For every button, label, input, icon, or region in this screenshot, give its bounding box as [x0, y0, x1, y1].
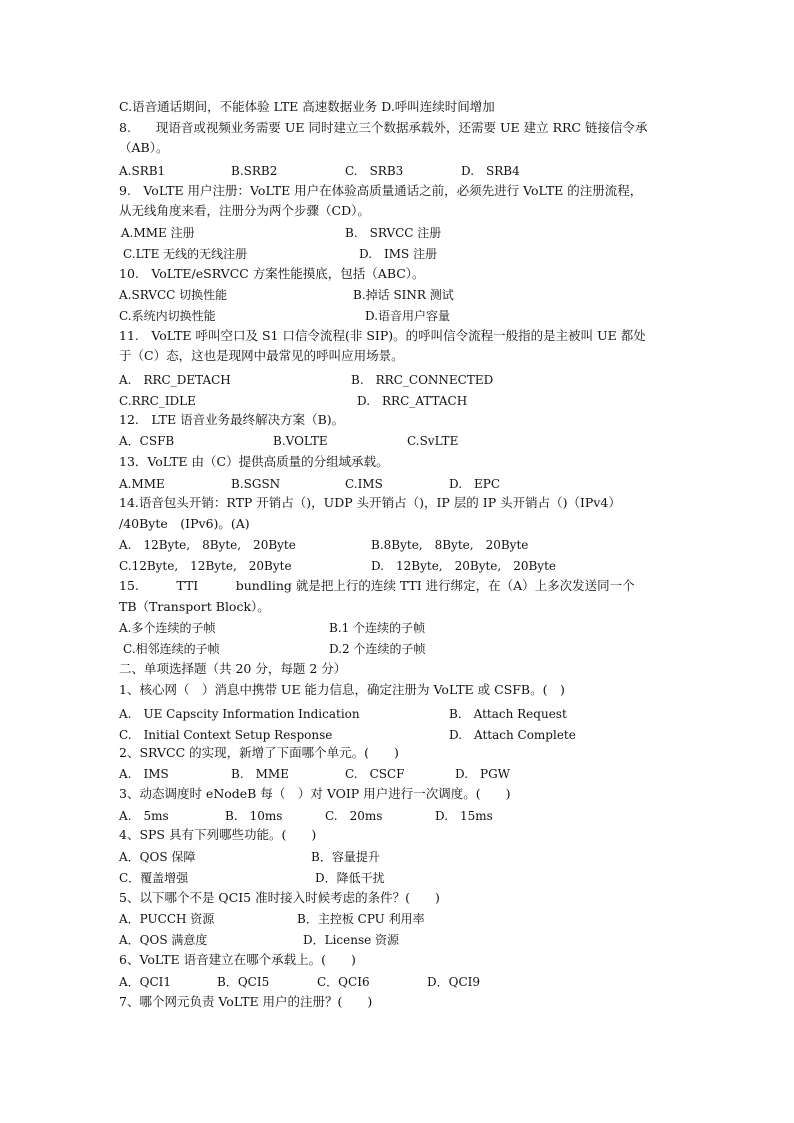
answer-option: B.SRB2	[231, 164, 278, 178]
answer-option: B.SGSN	[231, 477, 281, 491]
answer-option: A．PUCCH 资源	[119, 912, 215, 926]
answer-option: B. SRVCC 注册	[345, 226, 442, 240]
text-line: 11. VoLTE 呼叫空口及 S1 口信令流程(非 SIP)。的呼叫信令流程一般指的是主被叫 UE 都处	[119, 328, 646, 343]
answer-option: A. 12Byte, 8Byte, 20Byte	[119, 538, 296, 552]
answer-option: C. CSCF	[345, 767, 405, 781]
text-line: TB（Transport Block）。	[119, 599, 270, 614]
answer-option: D.2 个连续的子帧	[329, 642, 426, 656]
answer-option: A．QOS 满意度	[119, 933, 208, 947]
text-line: 6、VoLTE 语音建立在哪个承载上。( )	[119, 952, 356, 967]
answer-option: B．主控板 CPU 利用率	[297, 912, 425, 926]
answer-option: A. 5ms	[119, 809, 169, 823]
answer-option: C.系统内切换性能	[119, 309, 216, 323]
answer-option: D.语音用户容量	[365, 309, 451, 323]
answer-option: A．QCI1	[119, 975, 172, 989]
text-line: 7、哪个网元负责 VoLTE 用户的注册？( )	[119, 994, 373, 1009]
text-line: 8. 现语音或视频业务需要 UE 同时建立三个数据承载外，还需要 UE 建立 RRC 链接信令承	[119, 120, 648, 135]
answer-option: D．License 资源	[303, 933, 400, 947]
answer-option: C．QCI6	[317, 975, 370, 989]
text-line: 1、核心网（ ）消息中携带 UE 能力信息，确定注册为 VoLTE 或 CSFB。( )	[119, 682, 565, 697]
answer-option: B. 10ms	[225, 809, 283, 823]
answer-option: D. Attach Complete	[449, 728, 576, 742]
answer-option: A.SRVCC 切换性能	[119, 288, 228, 302]
answer-option: B. MME	[231, 767, 289, 781]
answer-option: A. UE Capscity Information Indication	[119, 707, 360, 721]
text-line: 5、以下哪个不是 QCI5 准时接入时候考虑的条件？( )	[119, 890, 440, 905]
answer-option: D. RRC_ATTACH	[357, 394, 468, 408]
answer-option: A. IMS	[119, 767, 169, 781]
text-line: 3、动态调度时 eNodeB 每（ ）对 VOIP 用户进行一次调度。( )	[119, 786, 511, 801]
text-line: 13．VoLTE 由（C）提供高质量的分组域承载。	[119, 454, 389, 469]
text-line: 二、单项选择题（共 20 分，每题 2 分）	[119, 661, 347, 676]
text-line: （AB）。	[119, 140, 169, 155]
text-line: 15. TTI bundling 就是把上行的连续 TTI 进行绑定，在（A）上多次发送同一个	[119, 578, 635, 593]
answer-option: C.12Byte, 12Byte, 20Byte	[119, 559, 292, 573]
answer-option: D．降低干扰	[315, 871, 385, 885]
answer-option: A.MME	[119, 477, 165, 491]
answer-option: A.MME 注册	[121, 226, 195, 240]
answer-option: B.1 个连续的子帧	[329, 621, 426, 635]
text-line: 4、SPS 具有下列哪些功能。( )	[119, 827, 317, 842]
answer-option: D．QCI9	[427, 975, 481, 989]
answer-option: D. EPC	[449, 477, 501, 491]
answer-option: B.掉话 SINR 测试	[353, 288, 454, 302]
answer-option: B.8Byte, 8Byte, 20Byte	[371, 538, 529, 552]
answer-option: D. SRB4	[461, 164, 520, 178]
text-line: 14.语音包头开销：RTP 开销占（)，UDP 头开销占（)，IP 层的 IP 头开销占（)（IPv4）	[119, 495, 621, 510]
answer-option: B．QCI5	[217, 975, 270, 989]
text-line: 12. LTE 语音业务最终解决方案（B)。	[119, 412, 345, 427]
answer-option: C．覆盖增强	[119, 871, 189, 885]
text-line: 10. VoLTE/eSRVCC 方案性能摸底，包括（ABC）。	[119, 266, 425, 281]
answer-option: D. 12Byte, 20Byte, 20Byte	[371, 559, 557, 573]
answer-option: C.相邻连续的子帧	[123, 642, 220, 656]
answer-option: B.VOLTE	[273, 434, 328, 448]
text-line: /40Byte (IPv6)。(A)	[119, 516, 250, 531]
answer-option: D. IMS 注册	[359, 247, 438, 261]
answer-option: B. RRC_CONNECTED	[351, 373, 494, 387]
answer-option: A.SRB1	[119, 164, 166, 178]
answer-option: B. Attach Request	[449, 707, 567, 721]
text-line: 从无线角度来看，注册分为两个步骤（CD）。	[119, 203, 370, 218]
answer-option: D. PGW	[455, 767, 511, 781]
answer-option: D. 15ms	[435, 809, 493, 823]
answer-option: C.IMS	[345, 477, 383, 491]
answer-option: C. Initial Context Setup Response	[119, 728, 333, 742]
answer-option: B．容量提升	[311, 850, 380, 864]
answer-option: A．CSFB	[119, 434, 175, 448]
text-line: C.语音通话期间，不能体验 LTE 高速数据业务 D.呼叫连续时间增加	[119, 99, 495, 114]
text-line: 2、SRVCC 的实现，新增了下面哪个单元。( )	[119, 745, 399, 760]
answer-option: C.RRC_IDLE	[119, 394, 196, 408]
answer-option: A. RRC_DETACH	[119, 373, 231, 387]
answer-option: A．QOS 保障	[119, 850, 196, 864]
answer-option: C. 20ms	[325, 809, 383, 823]
text-line: 于（C）态，这也是现网中最常见的呼叫应用场景。	[119, 348, 404, 363]
answer-option: A.多个连续的子帧	[119, 621, 216, 635]
answer-option: C. SRB3	[345, 164, 404, 178]
text-line: 9. VoLTE 用户注册：VoLTE 用户在体验高质量通话之前，必须先进行 VoLTE 的注册流程，	[119, 183, 643, 198]
answer-option: C.SvLTE	[407, 434, 459, 448]
answer-option: C.LTE 无线的无线注册	[123, 247, 248, 261]
